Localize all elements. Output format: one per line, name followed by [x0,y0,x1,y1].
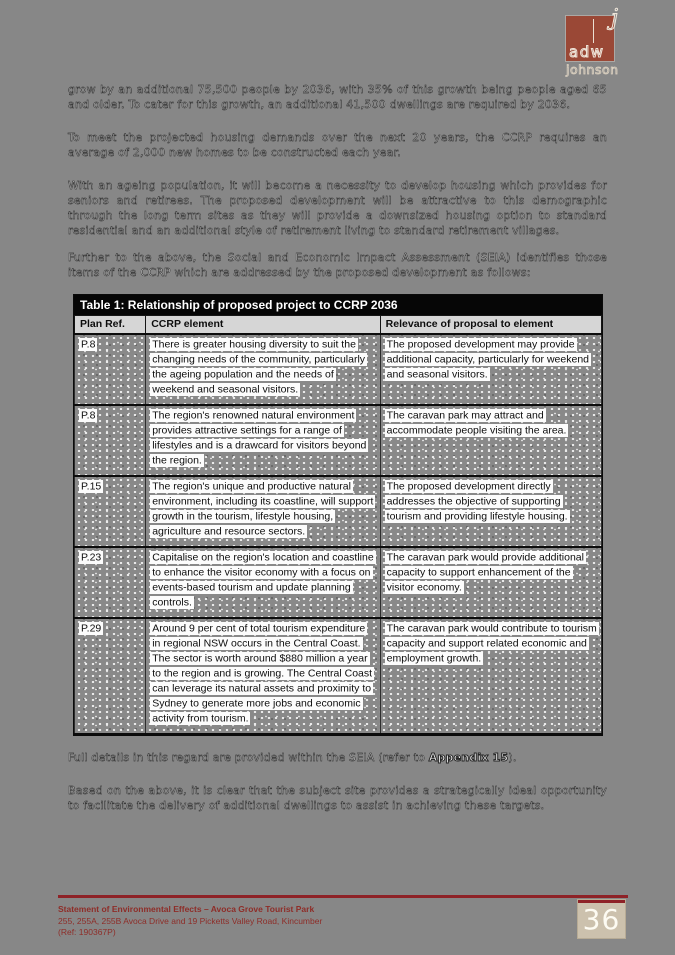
header-ccrp-element: CCRP element [146,316,380,335]
header-plan-ref: Plan Ref. [75,316,146,335]
cell-relevance: The caravan park would provide additional capacity to support enhancement of the visitor economy. [380,547,601,618]
cell-ccrp-element: The region's renowned natural environment provides attractive settings for a range of lifestyles and is a drawcard for visitors beyond the region. [146,405,380,476]
page-body [68,82,607,831]
footer-address: 255, 255A, 255B Avoca Drive and 19 Picketts Valley Road, Kincumber [58,915,323,926]
logo-johnson-text: johnson [566,62,619,77]
table-header-row [75,316,602,335]
cell-plan-ref: P.29 [75,618,146,734]
cell-plan-ref: P.8 [75,405,146,476]
logo-vertical-line-icon [593,19,594,43]
cell-relevance: The proposed development directly addresses the objective of supporting tourism and providing lifestyle housing. [380,476,601,547]
page-number-box [577,899,626,939]
appendix-reference: Appendix 15 [428,751,509,764]
table-row [75,547,602,618]
adw-johnson-logo [566,6,619,77]
footer-divider [58,895,628,898]
cell-ccrp-element: The region's unique and productive natural environment, including its coastline, will support growth in the tourism, lifestyle housing, agriculture and resource sectors. [146,476,380,547]
logo-square [566,6,618,61]
table-row [75,405,602,476]
paragraph-seia-intro: Further to the above, the Social and Economic Impact Assessment (SEIA) identifies those items of the CCRP which are addressed by the proposed development as follows: [68,251,607,279]
page-number: 36 [582,903,621,936]
paragraph-ageing-population: With an ageing population, it will become a necessity to develop housing which provides for seniors and retirees. The proposed development will be attractive to this demographic through the long term sites as they will provide a downsized housing option to standard residential and an additional style of retirement living to standard retirement villages. [68,179,607,237]
paragraph-full-details: Full details in this regard are provided within the SEIA (refer to Appendix 15). [68,751,517,764]
paragraph-conclusion: Based on the above, it is clear that the subject site provides a strategically ideal opportunity to facilitate the delivery of additional dwellings to assist in achieving these targets. [68,784,607,812]
cell-plan-ref: P.15 [75,476,146,547]
footer-reference: (Ref: 190367P) [58,927,116,937]
cell-plan-ref: P.8 [75,334,146,405]
cell-ccrp-element: There is greater housing diversity to suit the changing needs of the community, particularly the ageing population and the needs of weekend and seasonal visitors. [146,334,380,405]
logo-adw-text: adw [569,43,605,61]
table-row [75,476,602,547]
cell-ccrp-element: Around 9 per cent of total tourism expenditure in regional NSW occurs in the Central Coast. The sector is worth around $880 million a year to the region and is growing. The Central Coast can leverage its natural assets and proximity to Sydney to generate more jobs and economic activity from tourism. [146,618,380,734]
header-relevance: Relevance of proposal to element [380,316,601,335]
logo-j-glyph: j [611,6,618,31]
ccrp-table [73,294,603,736]
paragraph-housing-demand: To meet the projected housing demands over the next 20 years, the CCRP requires an average of 2,000 new homes to be constructed each year. [68,131,607,159]
cell-relevance: The caravan park may attract and accommodate people visiting the area. [380,405,601,476]
footer-text [58,904,488,939]
cell-plan-ref: P.23 [75,547,146,618]
paragraph-growth: grow by an additional 75,500 people by 2036, with 35% of this growth being people aged 65 and older. To cater for this growth, an additional 41,500 dwellings are required by 2036. [68,83,607,111]
cell-relevance: The caravan park would contribute to tourism capacity and support related economic and employment growth. [380,618,601,734]
cell-relevance: The proposed development may provide additional capacity, particularly for weekend and seasonal visitors. [380,334,601,405]
page-footer [58,895,628,939]
table-row [75,618,602,734]
footer-document-title: Statement of Environmental Effects – Avoca Grove Tourist Park [58,904,315,914]
table-title: Table 1: Relationship of proposed project to CCRP 2036 [74,295,602,315]
cell-ccrp-element: Capitalise on the region's location and coastline to enhance the visitor economy with a focus on events-based tourism and update planning controls. [146,547,380,618]
table-row [75,334,602,405]
